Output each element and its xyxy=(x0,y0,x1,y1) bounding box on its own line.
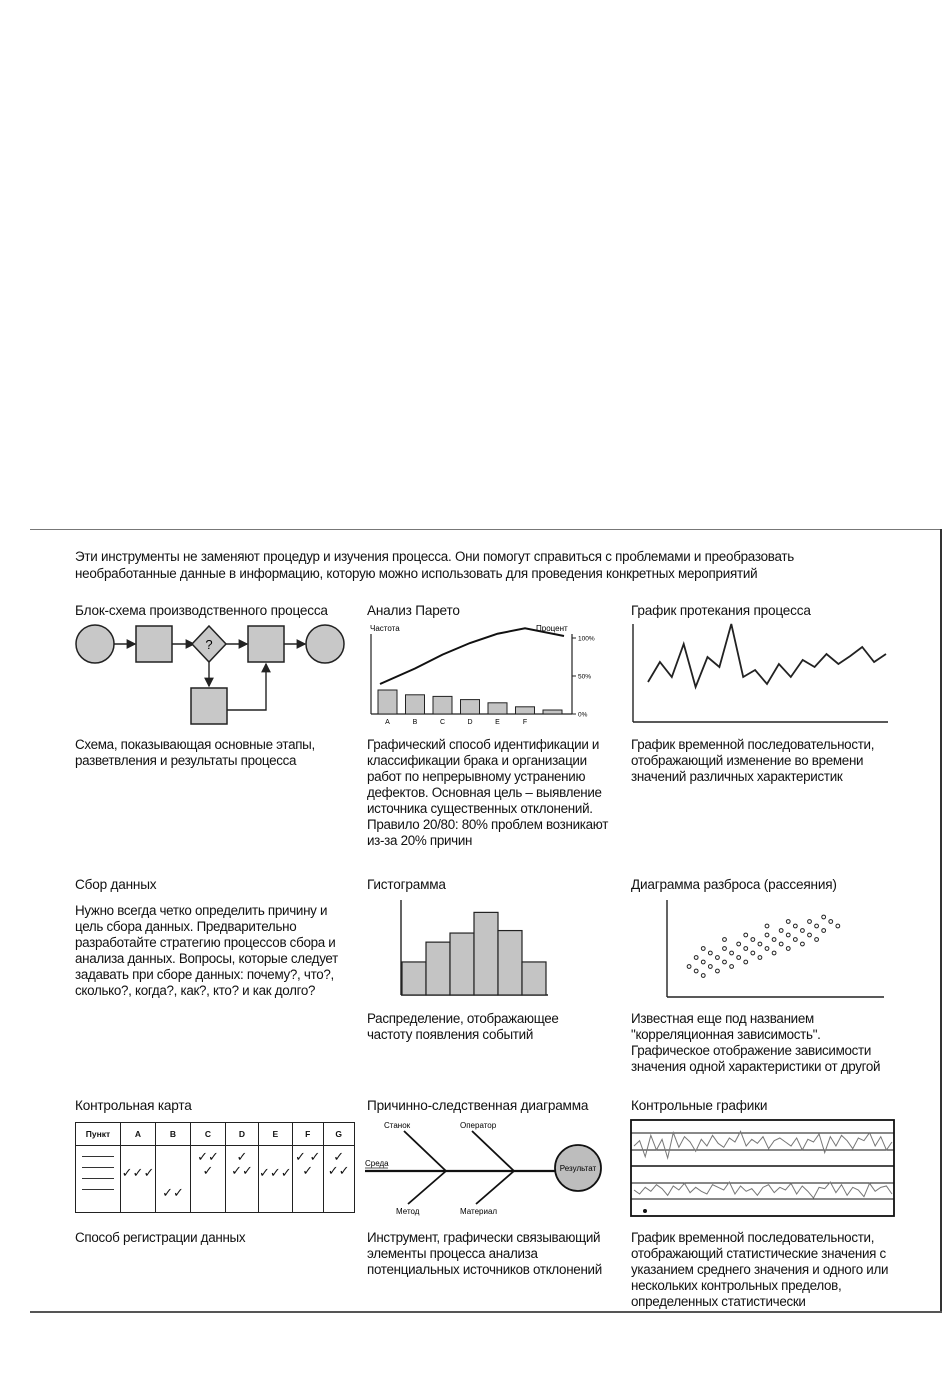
fishbone-description: Инструмент, графически связывающий элементы процесса анализа потенциальных источников отклонений xyxy=(367,1230,602,1277)
scatter-point xyxy=(730,951,734,955)
flowchart-end-circle xyxy=(306,625,344,663)
scatter-point xyxy=(751,938,755,942)
data-collection-title: Сбор данных xyxy=(75,877,157,892)
fishbone-label-method: Метод xyxy=(396,1207,420,1216)
frame-bottom-border xyxy=(30,1311,942,1313)
scatter-description: Известная еще под названием "корреляционная зависимость". Графическое отображение зависимости значения одной характеристики от другой xyxy=(631,1011,881,1074)
control-charts-title: Контрольные графики xyxy=(631,1098,768,1113)
check-sheet-cell-g: ✓ ✓✓ xyxy=(323,1146,354,1213)
scatter-point xyxy=(836,924,840,928)
pareto-bar xyxy=(406,695,425,714)
fishbone-label-result: Результат xyxy=(559,1164,597,1173)
scatter-point xyxy=(815,938,819,942)
run-chart xyxy=(630,620,892,726)
check-sheet-col-d: D xyxy=(226,1123,259,1146)
pareto-bar xyxy=(516,707,535,714)
scatter-point xyxy=(808,933,812,937)
control-charts xyxy=(630,1118,896,1220)
pareto-y-label: Частота xyxy=(370,624,400,633)
scatter-point xyxy=(815,924,819,928)
control-chart-series-line xyxy=(634,1131,892,1158)
fishbone-label-operator: Оператор xyxy=(460,1121,497,1130)
scatter-point xyxy=(701,974,705,978)
scatter-point xyxy=(822,915,826,919)
check-sheet-table xyxy=(75,1122,355,1213)
check-sheet-cell-a: ✓✓✓ xyxy=(121,1146,156,1213)
flowchart-step-2 xyxy=(248,626,284,662)
scatter-point xyxy=(786,947,790,951)
scatter-point xyxy=(694,969,698,973)
flowchart-diagram xyxy=(72,618,362,730)
scatter-point xyxy=(723,960,727,964)
scatter-point xyxy=(801,929,805,933)
pareto-category-label: B xyxy=(412,719,418,726)
scatter-point xyxy=(744,960,748,964)
run-chart-line xyxy=(648,624,886,687)
pareto-y2-tick: 50% xyxy=(578,673,592,681)
pareto-category-label: F xyxy=(522,719,528,726)
frame-right-border xyxy=(940,529,942,1311)
histogram-bar xyxy=(498,931,522,995)
fishbone-label-material: Материал xyxy=(460,1207,498,1216)
check-sheet-cell-f: ✓ ✓ ✓ xyxy=(292,1146,323,1213)
scatter-point xyxy=(730,965,734,969)
check-sheet-cell-b: ✓✓ xyxy=(156,1146,191,1213)
scatter-point xyxy=(779,942,783,946)
scatter-point xyxy=(694,956,698,960)
histogram-bar xyxy=(450,933,474,995)
histogram-bar xyxy=(474,912,498,995)
check-sheet-header-item: Пункт xyxy=(76,1123,121,1146)
check-sheet-col-g: G xyxy=(323,1123,354,1146)
run-chart-title: График протекания процесса xyxy=(631,603,811,618)
scatter-chart xyxy=(664,898,886,1000)
scatter-point xyxy=(822,929,826,933)
fishbone-label-machine: Станок xyxy=(384,1121,411,1130)
scatter-title: Диаграмма разброса (рассеяния) xyxy=(631,877,837,892)
scatter-point xyxy=(758,956,762,960)
histogram-title: Гистограмма xyxy=(367,877,446,892)
pareto-chart xyxy=(366,622,598,728)
run-chart-description: График временной последовательности, отображающий изменение во времени значений различных характеристик xyxy=(631,737,875,784)
scatter-point xyxy=(765,947,769,951)
flowchart-branch-step xyxy=(191,688,227,724)
scatter-point xyxy=(808,920,812,924)
scatter-point xyxy=(829,920,833,924)
scatter-point xyxy=(701,960,705,964)
control-chart-series-line xyxy=(634,1182,892,1198)
scatter-point xyxy=(786,933,790,937)
scatter-point xyxy=(765,933,769,937)
scatter-point xyxy=(716,969,720,973)
scatter-point xyxy=(744,947,748,951)
histogram-bar xyxy=(402,962,426,995)
scatter-point xyxy=(772,951,776,955)
scatter-point xyxy=(772,938,776,942)
check-sheet-col-e: E xyxy=(259,1123,293,1146)
scatter-point xyxy=(708,951,712,955)
scatter-point xyxy=(723,947,727,951)
scatter-point xyxy=(737,956,741,960)
pareto-y2-tick: 0% xyxy=(578,711,588,719)
check-sheet-col-c: C xyxy=(191,1123,226,1146)
histogram-bar xyxy=(522,962,546,995)
pareto-y2-label: Процент xyxy=(536,624,568,633)
flowchart-step-1 xyxy=(136,626,172,662)
scatter-point xyxy=(801,942,805,946)
flowchart-decision-symbol: ? xyxy=(205,637,213,652)
check-sheet-cell-d: ✓ ✓✓ xyxy=(226,1146,259,1213)
check-sheet-description: Способ регистрации данных xyxy=(75,1230,246,1245)
pareto-category-label: C xyxy=(439,719,446,726)
check-sheet-cell-c: ✓✓ ✓ xyxy=(191,1146,226,1213)
scatter-point xyxy=(716,956,720,960)
pareto-bar xyxy=(378,690,397,714)
scatter-point xyxy=(708,965,712,969)
fishbone-label-environment: Среда xyxy=(365,1159,389,1168)
flowchart-start-circle xyxy=(76,625,114,663)
intro-text: Эти инструменты не заменяют процедур и изучения процесса. Они помогут справиться с проблемами и преобразовать необработанные данные в информацию, которую можно использовать для проведения конкретных мероприятий xyxy=(75,549,795,581)
scatter-point xyxy=(758,942,762,946)
check-sheet-col-f: F xyxy=(292,1123,323,1146)
pareto-category-label: A xyxy=(385,719,390,726)
pareto-bar xyxy=(433,696,452,714)
scatter-point xyxy=(793,924,797,928)
scatter-point xyxy=(701,947,705,951)
pareto-description: Графический способ идентификации и классификации брака и организации работ по непрерывному устранению дефектов. Основная цель – выявление источника существенных отклонений. Правило 20/80: 80% проблем возникают из-за 20% причин xyxy=(367,737,609,848)
scatter-point xyxy=(793,938,797,942)
frame-top-border xyxy=(30,529,942,530)
pareto-bar xyxy=(488,703,507,714)
flowchart-description: Схема, показывающая основные этапы, разветвления и результаты процесса xyxy=(75,737,315,768)
histogram-bar xyxy=(426,942,450,995)
pareto-bar xyxy=(543,710,562,714)
pareto-y2-tick: 100% xyxy=(578,635,595,643)
fishbone-title: Причинно-следственная диаграмма xyxy=(367,1098,589,1113)
scatter-point xyxy=(779,929,783,933)
scatter-point xyxy=(765,924,769,928)
control-charts-description: График временной последовательности, отображающий статистические значения с указанием среднего значения и одного или нескольких контрольных пределов, определенных статистически xyxy=(631,1230,889,1309)
scatter-point xyxy=(751,951,755,955)
check-sheet-item-lines xyxy=(76,1146,121,1213)
pareto-cumulative-line xyxy=(380,628,564,684)
scatter-point xyxy=(744,933,748,937)
histogram-description: Распределение, отображающее частоту появления событий xyxy=(367,1011,559,1042)
check-sheet-title: Контрольная карта xyxy=(75,1098,192,1113)
pareto-category-label: D xyxy=(467,719,473,726)
histogram-chart xyxy=(398,898,550,998)
scatter-point xyxy=(723,938,727,942)
pareto-category-label: E xyxy=(495,719,500,726)
scatter-point xyxy=(737,942,741,946)
data-collection-description: Нужно всегда четко определить причину и цель сбора данных. Предварительно разработайте стратегию процессов сбора и анализа данных. Вопросы, которые следует задавать при сборе данных: почему?, что?, сколько?, когда?, как?, кто? и как долго? xyxy=(75,903,338,998)
pareto-bar xyxy=(461,700,480,714)
flowchart-title: Блок-схема производственного процесса xyxy=(75,603,328,618)
fishbone-diagram xyxy=(364,1116,606,1220)
scatter-point xyxy=(786,920,790,924)
scatter-point xyxy=(687,965,691,969)
check-sheet-col-a: A xyxy=(121,1123,156,1146)
check-sheet-col-b: B xyxy=(156,1123,191,1146)
pareto-title: Анализ Парето xyxy=(367,603,460,618)
check-sheet-cell-e: ✓✓✓ xyxy=(259,1146,293,1213)
